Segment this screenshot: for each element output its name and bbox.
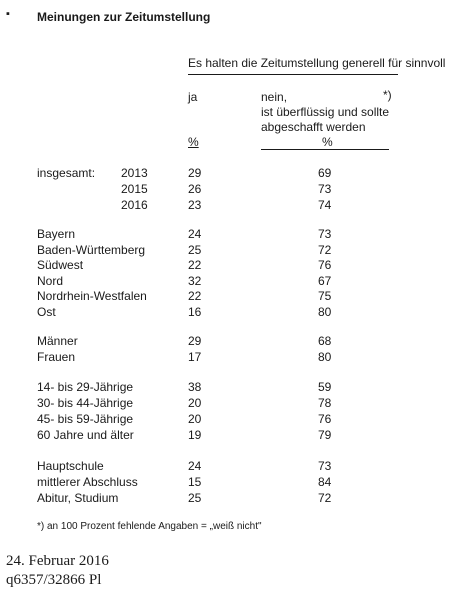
value-nein: 74 bbox=[318, 198, 332, 212]
footer-code: q6357/32866 Pl bbox=[6, 572, 102, 588]
table-row bbox=[0, 396, 460, 411]
row-label: Bayern bbox=[37, 227, 76, 241]
row-label: 30- bis 44-Jährige bbox=[37, 396, 134, 410]
value-nein: 75 bbox=[318, 289, 332, 303]
value-ja: 25 bbox=[188, 242, 202, 257]
value-nein: 73 bbox=[318, 227, 332, 241]
value-nein: 79 bbox=[318, 428, 332, 442]
percent-nein-header: % bbox=[322, 135, 333, 149]
table-row bbox=[0, 350, 460, 365]
value-ja: 32 bbox=[188, 273, 202, 288]
value-ja: 20 bbox=[188, 396, 202, 410]
value-ja: 17 bbox=[188, 350, 202, 364]
bullet-icon: ▪ bbox=[6, 8, 10, 20]
row-label: Hauptschule bbox=[37, 459, 104, 473]
value-nein: 80 bbox=[318, 304, 332, 319]
row-label: mittlerer Abschluss bbox=[37, 475, 138, 489]
value-nein: 76 bbox=[318, 258, 332, 272]
value-nein: 84 bbox=[318, 475, 332, 489]
question-underline bbox=[188, 74, 398, 75]
table-row bbox=[0, 198, 460, 213]
value-ja: 26 bbox=[188, 182, 202, 196]
row-label: 45- bis 59-Jährige bbox=[37, 412, 134, 426]
value-nein: 72 bbox=[318, 242, 332, 257]
footnote-mark: *) bbox=[383, 88, 392, 102]
value-ja: 38 bbox=[188, 380, 202, 394]
value-ja: 15 bbox=[188, 475, 202, 489]
row-year: 2016 bbox=[121, 198, 148, 212]
value-nein: 76 bbox=[318, 412, 332, 426]
row-label: Südwest bbox=[37, 258, 84, 272]
value-ja: 22 bbox=[188, 258, 202, 272]
row-label: 14- bis 29-Jährige bbox=[37, 380, 134, 394]
value-ja: 24 bbox=[188, 227, 202, 241]
value-nein: 59 bbox=[318, 380, 332, 394]
value-ja: 19 bbox=[188, 428, 202, 442]
row-label: Ost bbox=[37, 304, 56, 319]
value-ja: 23 bbox=[188, 198, 202, 212]
value-nein: 73 bbox=[318, 459, 332, 473]
value-ja: 29 bbox=[188, 334, 202, 348]
table-row bbox=[0, 305, 460, 320]
table-row bbox=[0, 334, 460, 349]
value-nein: 73 bbox=[318, 182, 332, 196]
row-label: Männer bbox=[37, 334, 78, 348]
value-nein: 78 bbox=[318, 396, 332, 410]
table-row bbox=[0, 227, 460, 242]
value-nein: 80 bbox=[318, 350, 332, 364]
row-label: Nordrhein-Westfalen bbox=[37, 289, 147, 303]
value-ja: 16 bbox=[188, 304, 202, 319]
table-row bbox=[0, 243, 460, 258]
question-text: Es halten die Zeitumstellung generell für sinnvoll bbox=[188, 56, 446, 70]
row-label: Frauen bbox=[37, 350, 76, 364]
value-nein: 67 bbox=[318, 273, 332, 288]
table-row bbox=[0, 491, 460, 506]
value-ja: 29 bbox=[188, 166, 202, 180]
page-title: Meinungen zur Zeitumstellung bbox=[37, 10, 211, 24]
table-row bbox=[0, 258, 460, 273]
table-row bbox=[0, 428, 460, 443]
column-nein-header-line3: abgeschafft werden bbox=[261, 120, 366, 134]
footnote: *) an 100 Prozent fehlende Angaben = „weiß nicht" bbox=[37, 521, 262, 532]
row-year: 2013 bbox=[121, 166, 148, 180]
row-label: 60 Jahre und älter bbox=[37, 428, 134, 442]
value-nein: 68 bbox=[318, 334, 332, 348]
table-row bbox=[0, 475, 460, 490]
column-nein-header-line2: ist überflüssig und sollte bbox=[261, 105, 390, 119]
row-label: Nord bbox=[37, 273, 64, 288]
column-ja-header: ja bbox=[188, 90, 198, 104]
table-row bbox=[0, 412, 460, 427]
row-year: 2015 bbox=[121, 182, 148, 196]
row-label: Baden-Württemberg bbox=[37, 242, 146, 257]
table-row bbox=[0, 166, 460, 181]
table-row bbox=[0, 380, 460, 395]
value-ja: 20 bbox=[188, 412, 202, 426]
value-nein: 69 bbox=[318, 166, 332, 180]
nein-underline bbox=[261, 149, 389, 150]
percent-ja-header: % bbox=[188, 135, 199, 149]
table-row bbox=[0, 459, 460, 474]
insgesamt-label: insgesamt: bbox=[37, 166, 96, 180]
value-ja: 24 bbox=[188, 459, 202, 473]
row-label: Abitur, Studium bbox=[37, 491, 119, 505]
table-row bbox=[0, 182, 460, 197]
footer-date: 24. Februar 2016 bbox=[6, 553, 109, 569]
value-ja: 22 bbox=[188, 289, 202, 303]
value-nein: 72 bbox=[318, 491, 332, 505]
column-nein-header-line1: nein, bbox=[261, 90, 288, 104]
table-row bbox=[0, 289, 460, 304]
table-row bbox=[0, 274, 460, 289]
value-ja: 25 bbox=[188, 491, 202, 505]
